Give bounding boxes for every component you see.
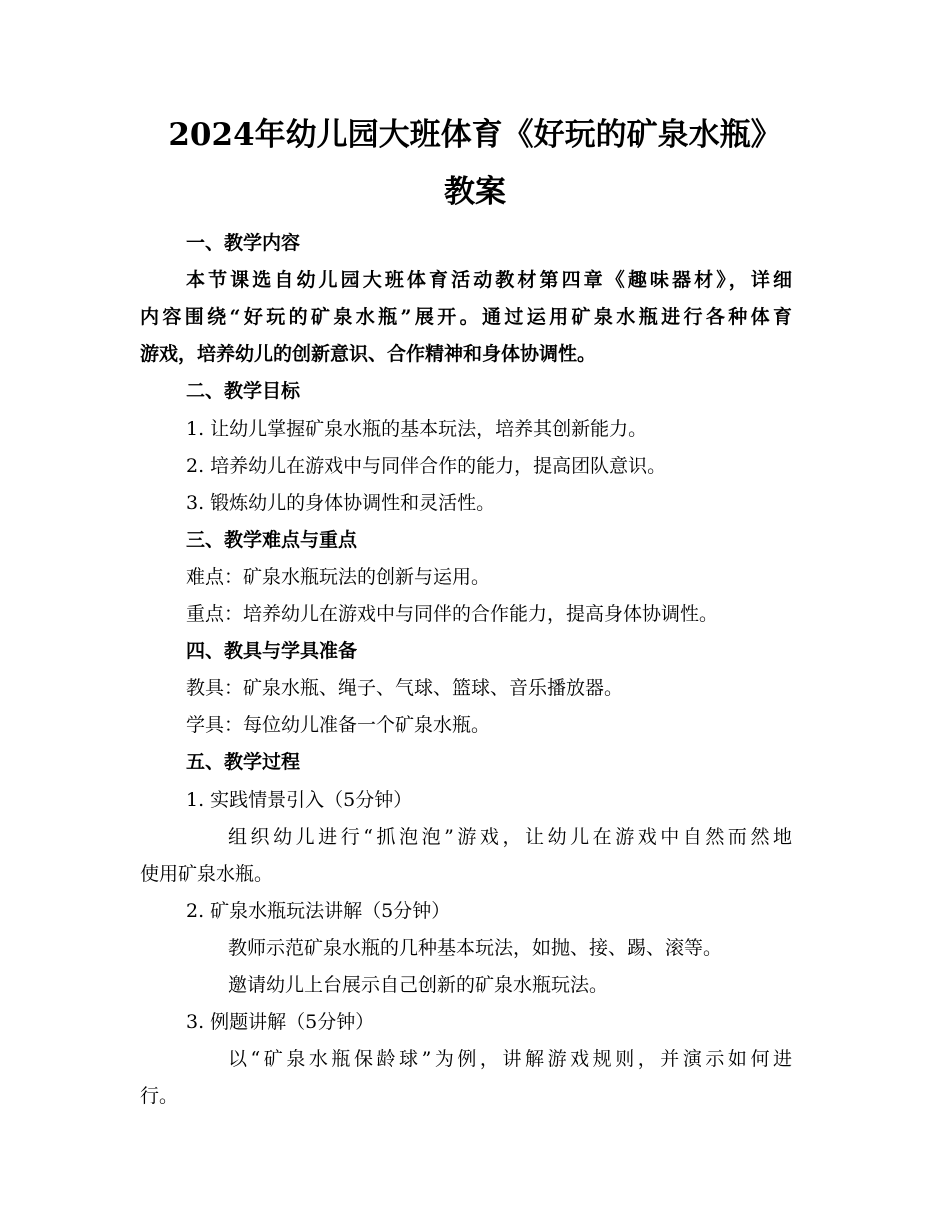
goal-item: 2. 培养幼儿在游戏中与同伴合作的能力，提高团队意识。 bbox=[186, 455, 667, 477]
document-title-line1: 2024年幼儿园大班体育《好玩的矿泉水瓶》 bbox=[168, 117, 782, 153]
content-paragraph-line: 本节课选自幼儿园大班体育活动教材第四章《趣味器材》，详细 bbox=[186, 269, 792, 291]
content-paragraph-line: 游戏，培养幼儿的创新意识、合作精神和身体协调性。 bbox=[140, 343, 597, 365]
section-heading-difficulty: 三、教学难点与重点 bbox=[186, 529, 358, 551]
difficulty-text: 难点：矿泉水瓶玩法的创新与运用。 bbox=[186, 566, 491, 588]
goal-item: 3. 锻炼幼儿的身体协调性和灵活性。 bbox=[186, 492, 496, 514]
process-step-text: 教师示范矿泉水瓶的几种基本玩法，如抛、接、踢、滚等。 bbox=[228, 937, 723, 959]
goal-item: 1. 让幼儿掌握矿泉水瓶的基本玩法，培养其创新能力。 bbox=[186, 418, 648, 440]
section-heading-materials: 四、教具与学具准备 bbox=[186, 640, 358, 662]
process-step-text: 以“矿泉水瓶保龄球”为例，讲解游戏规则，并演示如何进 bbox=[228, 1048, 792, 1070]
process-step-text: 邀请幼儿上台展示自己创新的矿泉水瓶玩法。 bbox=[228, 974, 609, 996]
process-step-title: 1. 实践情景引入（5分钟） bbox=[186, 789, 413, 811]
section-heading-process: 五、教学过程 bbox=[186, 751, 301, 773]
document-title-line2: 教案 bbox=[444, 174, 506, 210]
process-step-text: 使用矿泉水瓶。 bbox=[140, 863, 274, 885]
key-point-text: 重点：培养幼儿在游戏中与同伴的合作能力，提高身体协调性。 bbox=[186, 603, 719, 625]
teaching-aids-text: 教具：矿泉水瓶、绳子、气球、篮球、音乐播放器。 bbox=[186, 677, 624, 699]
section-heading-goals: 二、教学目标 bbox=[186, 380, 301, 402]
section-heading-content: 一、教学内容 bbox=[186, 232, 301, 254]
process-step-title: 3. 例题讲解（5分钟） bbox=[186, 1011, 375, 1033]
content-paragraph-line: 内容围绕“好玩的矿泉水瓶”展开。通过运用矿泉水瓶进行各种体育 bbox=[140, 306, 792, 328]
learning-aids-text: 学具：每位幼儿准备一个矿泉水瓶。 bbox=[186, 714, 491, 736]
process-step-title: 2. 矿泉水瓶玩法讲解（5分钟） bbox=[186, 900, 451, 922]
process-step-text: 组织幼儿进行“抓泡泡”游戏，让幼儿在游戏中自然而然地 bbox=[228, 826, 792, 848]
process-step-text: 行。 bbox=[140, 1085, 179, 1107]
